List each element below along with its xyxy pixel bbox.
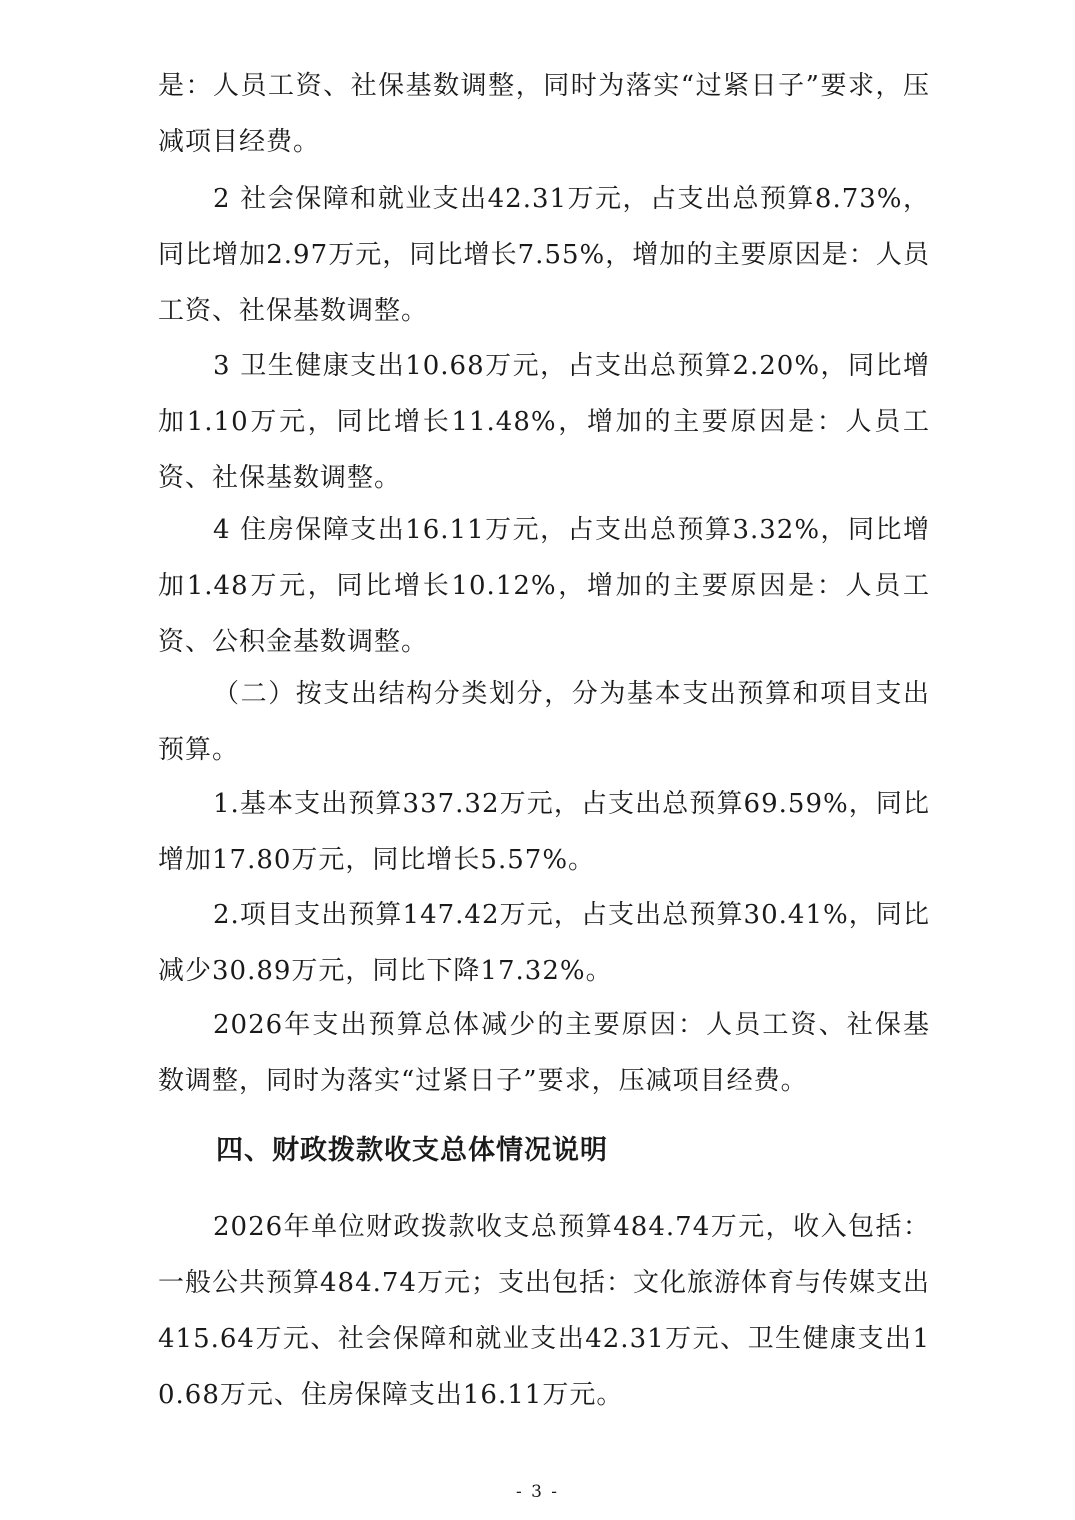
- paragraph-structure-classification: （二）按支出结构分类划分，分为基本支出预算和项目支出预算。: [158, 679, 930, 765]
- paragraph-social-security: 2 社会保障和就业支出42.31万元，占支出总预算8.73%，同比增加2.97万元，同比增长7.55%，增加的主要原因是：人员工资、社保基数调整。: [158, 184, 930, 326]
- paragraph-basic-expenditure: 1.基本支出预算337.32万元，占支出总预算69.59%，同比增加17.80万元，同比增长5.57%。: [158, 789, 930, 875]
- paragraph-continuation: 是：人员工资、社保基数调整，同时为落实“过紧日子”要求，压减项目经费。: [158, 71, 930, 157]
- paragraph-housing: 4 住房保障支出16.11万元，占支出总预算3.32%，同比增加1.48万元，同比增长10.12%，增加的主要原因是：人员工资、公积金基数调整。: [158, 515, 930, 657]
- paragraph-project-expenditure: 2.项目支出预算147.42万元，占支出总预算30.41%，同比减少30.89万元，同比下降17.32%。: [158, 900, 930, 986]
- page-number: - 3 -: [515, 1482, 560, 1502]
- section-heading: 四、财政拨款收支总体情况说明: [216, 1135, 608, 1166]
- paragraph-health: 3 卫生健康支出10.68万元，占支出总预算2.20%，同比增加1.10万元，同比增长11.48%，增加的主要原因是：人员工资、社保基数调整。: [158, 351, 930, 493]
- paragraph-fiscal-summary: 2026年单位财政拨款收支总预算484.74万元，收入包括：一般公共预算484.74万元；支出包括：文化旅游体育与传媒支出415.64万元、社会保障和就业支出42.31万元、卫生健康支出10.68万元、住房保障支出16.11万元。: [158, 1212, 930, 1410]
- paragraph-overall-reason: 2026年支出预算总体减少的主要原因：人员工资、社保基数调整，同时为落实“过紧日子”要求，压减项目经费。: [158, 1010, 930, 1096]
